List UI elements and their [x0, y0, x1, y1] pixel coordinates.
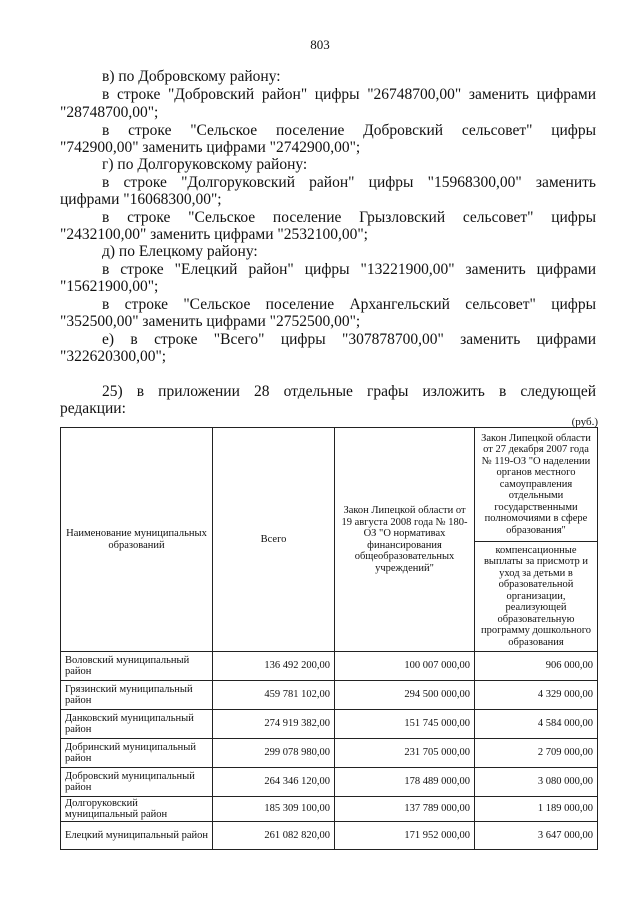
table-row: [61, 652, 598, 681]
row-law-119: 3 080 000,00: [475, 768, 598, 797]
paragraph-line: в строке "Сельское поселение Грызловский сельсовет" цифры: [102, 209, 596, 226]
paragraph-line: 25) в приложении 28 отдельные графы изложить в следующей: [102, 383, 596, 400]
row-law-119: 1 189 000,00: [475, 797, 598, 822]
header-name: Наименование муниципальных образований: [61, 428, 213, 652]
row-name: Добровский муниципальный район: [61, 768, 213, 797]
row-total: 264 346 120,00: [213, 768, 335, 797]
row-name: Елецкий муниципальный район: [61, 822, 213, 850]
row-name: Долгоруковский муниципальный район: [61, 797, 213, 822]
header-law-119-sub: компенсационные выплаты за присмотр и уход за детьми в образовательной организации, реализующей образовательную программу дошкольного образования: [475, 542, 598, 652]
row-law-180: 171 952 000,00: [335, 822, 475, 850]
paragraph-line: в строке "Елецкий район" цифры "13221900,00" заменить цифрами: [102, 261, 596, 278]
row-name: Добринский муниципальный район: [61, 739, 213, 768]
paragraph-line: "352500,00" заменить цифрами "2752500,00";: [60, 313, 361, 330]
table-row: [61, 739, 598, 768]
row-law-180: 100 007 000,00: [335, 652, 475, 681]
row-law-180: 294 500 000,00: [335, 681, 475, 710]
table-row: [61, 710, 598, 739]
row-name: Данковский муниципальный район: [61, 710, 213, 739]
table-row: [61, 822, 598, 850]
row-law-180: 137 789 000,00: [335, 797, 475, 822]
paragraph-line: в) по Добровскому району:: [102, 68, 281, 85]
paragraph-line: "322620300,00";: [60, 348, 167, 365]
header-total: Всего: [213, 428, 335, 652]
page-number: 803: [310, 37, 330, 52]
row-law-119: 3 647 000,00: [475, 822, 598, 850]
row-name: Грязинский муниципальный район: [61, 681, 213, 710]
row-law-180: 151 745 000,00: [335, 710, 475, 739]
paragraph-line: "28748700,00";: [60, 104, 159, 121]
paragraph-line: "15621900,00";: [60, 278, 159, 295]
paragraph-line: в строке "Сельское поселение Архангельский сельсовет" цифры: [102, 296, 596, 313]
paragraph-line: д) по Елецкому району:: [102, 243, 258, 260]
table-row: [61, 681, 598, 710]
paragraph-line: в строке "Долгоруковский район" цифры "15968300,00" заменить: [102, 174, 596, 191]
header-law-119: Закон Липецкой области от 27 декабря 2007 года № 119-ОЗ "О наделении органов местного самоуправления отдельными государственными полномочиями в сфере образования": [475, 428, 598, 542]
row-law-119: 4 584 000,00: [475, 710, 598, 739]
row-law-119: 4 329 000,00: [475, 681, 598, 710]
unit-note: (руб.): [571, 416, 598, 428]
paragraph-line: "2432100,00" заменить цифрами "2532100,00";: [60, 226, 368, 243]
paragraph-line: е) в строке "Всего" цифры "307878700,00" заменить цифрами: [102, 331, 596, 348]
table-row: [61, 768, 598, 797]
row-total: 459 781 102,00: [213, 681, 335, 710]
budget-table: [60, 427, 598, 850]
paragraph-line: г) по Долгоруковскому району:: [102, 156, 308, 173]
table-header-row: [61, 428, 598, 542]
row-total: 185 309 100,00: [213, 797, 335, 822]
header-law-180: Закон Липецкой области от 19 августа 2008 года № 180-ОЗ "О нормативах финансирования общеобразовательных учреждений": [335, 428, 475, 652]
paragraph-line: "742900,00" заменить цифрами "2742900,00";: [60, 139, 361, 156]
row-law-119: 906 000,00: [475, 652, 598, 681]
row-law-180: 178 489 000,00: [335, 768, 475, 797]
row-total: 136 492 200,00: [213, 652, 335, 681]
row-law-180: 231 705 000,00: [335, 739, 475, 768]
row-total: 261 082 820,00: [213, 822, 335, 850]
row-total: 299 078 980,00: [213, 739, 335, 768]
row-law-119: 2 709 000,00: [475, 739, 598, 768]
paragraph-line: в строке "Сельское поселение Добровский сельсовет" цифры: [102, 122, 596, 139]
paragraph-line: редакции:: [60, 400, 126, 417]
row-total: 274 919 382,00: [213, 710, 335, 739]
table-row: [61, 797, 598, 822]
paragraph-line: в строке "Добровский район" цифры "26748700,00" заменить цифрами: [102, 86, 596, 103]
paragraph-line: цифрами "16068300,00";: [60, 191, 222, 208]
row-name: Воловский муниципальный район: [61, 652, 213, 681]
